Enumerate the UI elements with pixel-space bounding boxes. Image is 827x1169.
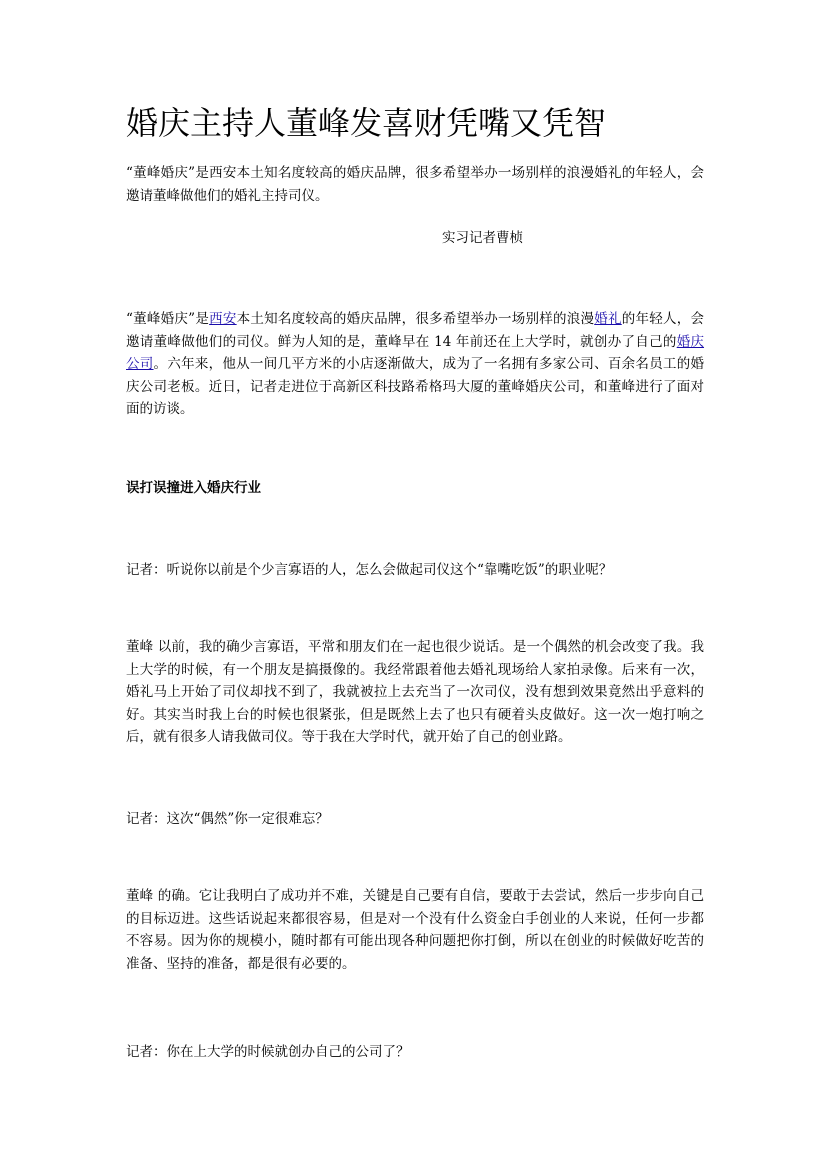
link-wedding[interactable]: 婚礼 xyxy=(594,311,622,327)
intro-paragraph xyxy=(126,308,704,421)
qa-question-3: 记者：你在上大学的时候就创办自己的公司了？ xyxy=(126,1044,410,1060)
link-wedding-company[interactable]: 婚庆公司 xyxy=(126,333,705,372)
qa-question-2: 记者：这次“偶然”你一定很难忘？ xyxy=(126,811,329,827)
article-title: 婚庆主持人董峰发喜财凭嘴又凭智 xyxy=(126,104,607,142)
intro-text-4: 。六年来，他从一间几平方米的小店逐渐做大，成为了一名拥有多家公司、百余名员工的婚庆公司老板。近日，记者走进位于高新区科技路希格玛大厦的董峰婚庆公司，和董峰进行了面对面的访谈。 xyxy=(126,356,705,417)
intro-text-1: “董峰婚庆”是 xyxy=(126,311,210,327)
byline: 实习记者曹桢 xyxy=(442,230,523,246)
intro-text-2: 本土知名度较高的婚庆品牌，很多希望举办一场别样的浪漫 xyxy=(236,311,595,327)
link-xian[interactable]: 西安 xyxy=(209,311,237,327)
qa-answer-2: 董峰 的确。它让我明白了成功并不难，关键是自己要有自信，要敢于去尝试，然后一步步向自己的目标迈进。这些话说起来都很容易，但是对一个没有什么资金白手创业的人来说，任何一步都不容易。因为你的规模小，随时都有可能出现各种问题把你打倒，所以在创业的时候做好吃苦的准备、坚持的准备，都是很有必要的。 xyxy=(126,888,704,972)
section-heading: 误打误撞进入婚庆行业 xyxy=(126,480,261,496)
qa-answer-1: 董峰 以前，我的确少言寡语，平常和朋友们在一起也很少说话。是一个偶然的机会改变了我。我上大学的时候，有一个朋友是搞摄像的。我经常跟着他去婚礼现场给人家拍录像。后来有一次，婚礼马上开始了司仪却找不到了，我就被拉上去充当了一次司仪，没有想到效果竟然出乎意料的好。其实当时我上台的时候也很紧张，但是既然上去了也只有硬着头皮做好。这一次一炮打响之后，就有很多人请我做司仪。等于我在大学时代，就开始了自己的创业路。 xyxy=(126,639,704,745)
article-summary: “董峰婚庆”是西安本土知名度较高的婚庆品牌，很多希望举办一场别样的浪漫婚礼的年轻人，会邀请董峰做他们的婚礼主持司仪。 xyxy=(126,165,704,204)
qa-question-1: 记者：听说你以前是个少言寡语的人，怎么会做起司仪这个“靠嘴吃饭”的职业呢？ xyxy=(126,562,613,578)
intro-text-3: 的年轻人，会邀请董峰做他们的司仪。鲜为人知的是，董峰早在 14 年前还在上大学时，就创办了自己的 xyxy=(126,311,705,350)
